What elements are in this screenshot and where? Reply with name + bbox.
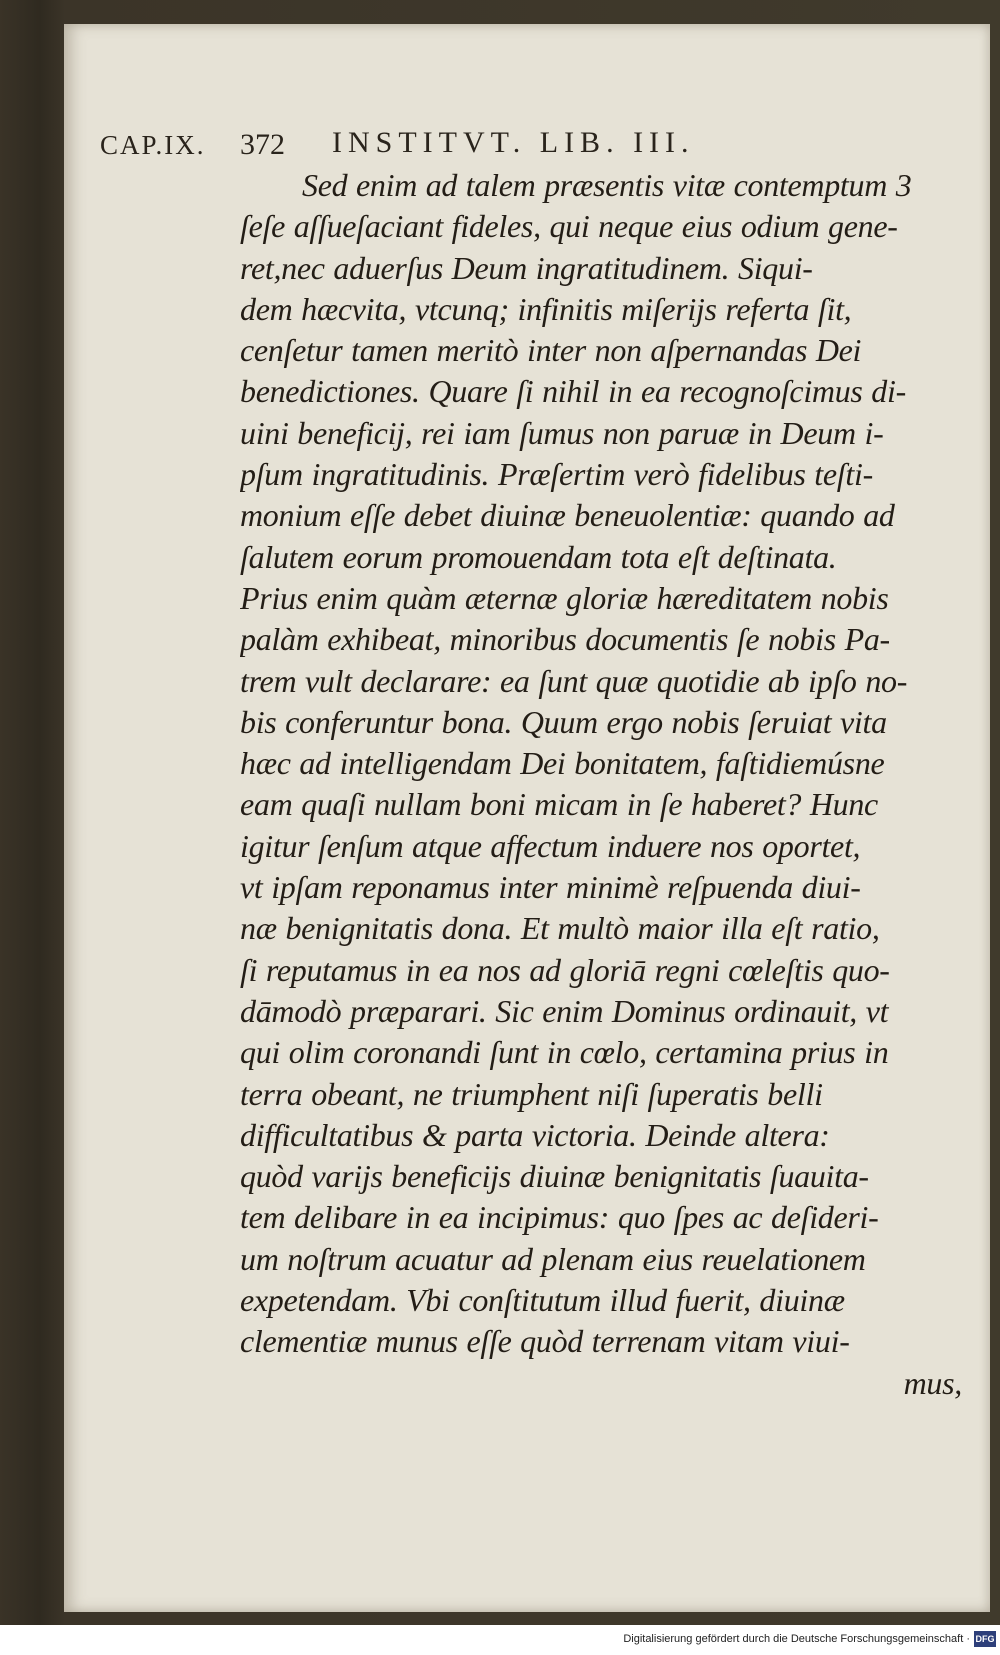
text-line: hæc ad intelligendam Dei bonitatem, faſtidiemúsne <box>240 745 885 782</box>
text-line: dāmodò præparari. Sic enim Dominus ordinauit, vt <box>240 992 889 1029</box>
text-line: terra obeant, ne triumphent niſi ſuperatis belli <box>240 1075 823 1112</box>
text-line: vt ipſam reponamus inter minimè reſpuenda diui- <box>240 869 861 906</box>
text-line: um noſtrum acuatur ad plenam eius reuelationem <box>240 1240 866 1277</box>
text-line: igitur ſenſum atque affectum induere nos oportet, <box>240 827 861 864</box>
text-line: dem hæcvita, vtcunq; infinitis miſerijs referta ſit, <box>240 290 852 327</box>
text-line: clementiæ munus eſſe quòd terrenam vitam viui- <box>240 1323 850 1360</box>
text-line: ſeſe aſſueſaciant fideles, qui neque eius odium gene- <box>240 208 898 245</box>
chapter-label: CAP.IX. <box>100 130 206 160</box>
text-line: qui olim coronandi ſunt in cœlo, certamina prius in <box>240 1034 889 1071</box>
text-line: benedictiones. Quare ſi nihil in ea recognoſcimus di- <box>240 373 906 410</box>
text-line: difficultatibus & parta victoria. Deinde altera: <box>240 1116 830 1153</box>
text-line: ſi reputamus in ea nos ad gloriā regni cœleſtis quo- <box>240 951 890 988</box>
text-line: palàm exhibeat, minoribus documentis ſe nobis Pa- <box>240 621 890 658</box>
dfg-logo-icon[interactable]: DFG <box>974 1631 996 1647</box>
text-line: ſalutem eorum promouendam tota eſt deſtinata. <box>240 538 837 575</box>
text-line: cenſetur tamen meritò inter non aſpernandas Dei <box>240 332 862 369</box>
text-line: næ benignitatis dona. Et multò maior illa eſt ratio, <box>240 910 880 947</box>
text-line: quòd varijs beneficijs diuinæ benignitatis ſuauita- <box>240 1158 869 1195</box>
footer-bar <box>0 1625 1000 1655</box>
running-header <box>100 120 840 170</box>
text-line: bis conferuntur bona. Quum ergo nobis ſeruiat vita <box>240 703 887 740</box>
text-line: eam quaſi nullam boni micam in ſe haberet? Hunc <box>240 786 878 823</box>
page-number: 372 <box>240 128 285 161</box>
text-line: tem delibare in ea incipimus: quo ſpes ac deſideri- <box>240 1199 879 1236</box>
text-line: pſum ingratitudinis. Præſertim verò fidelibus teſti- <box>240 456 873 493</box>
text-line: Prius enim quàm æternæ gloriæ hæreditatem nobis <box>240 579 889 616</box>
text-line: uini beneficij, rei iam ſumus non paruæ in Deum i- <box>240 414 884 451</box>
body-text <box>240 165 1000 1404</box>
text-line: ret,nec aduerſus Deum ingratitudinem. Siqui- <box>240 249 813 286</box>
text-line: expetendam. Vbi conſtitutum illud fuerit, diuinæ <box>240 1282 845 1319</box>
text-line: trem vult declarare: ea ſunt quæ quotidie ab ipſo no- <box>240 662 908 699</box>
text-line: monium eſſe debet diuinæ beneuolentiæ: quando ad <box>240 497 895 534</box>
text-line: Sed enim ad talem præsentis vitæ contemptum 3 <box>302 167 912 203</box>
catchword: mus, <box>903 1364 962 1401</box>
funding-credit: Digitalisierung gefördert durch die Deutsche Forschungsgemeinschaft · <box>623 1633 970 1645</box>
running-title: INSTITVT. LIB. III. <box>332 126 695 159</box>
